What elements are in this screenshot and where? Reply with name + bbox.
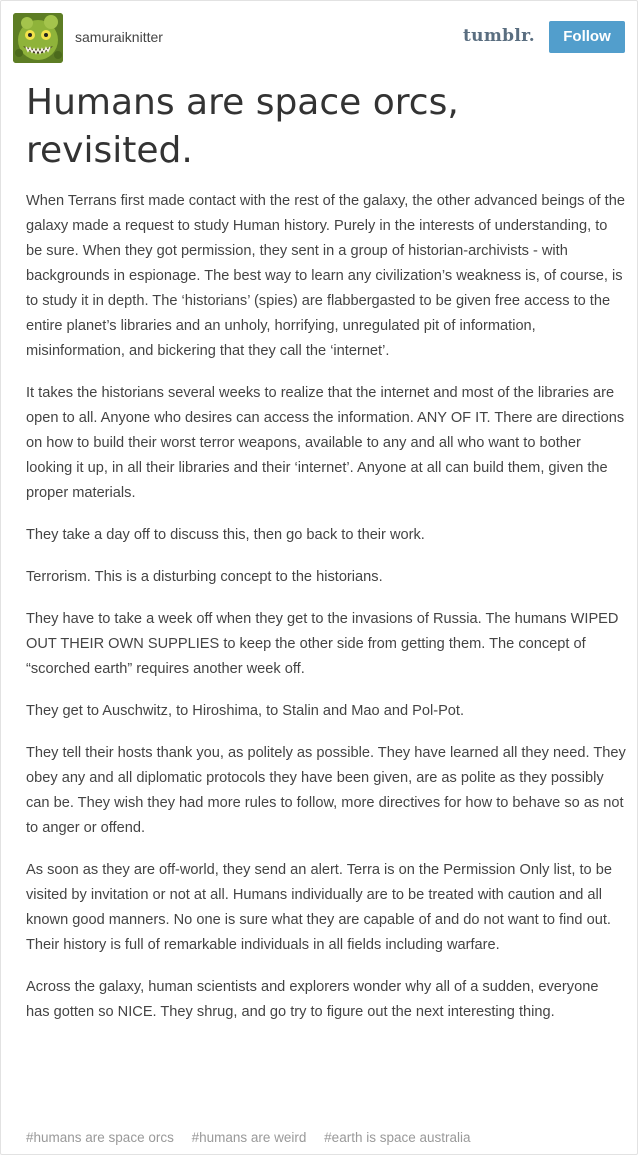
tag-link[interactable]: #humans are weird bbox=[191, 1130, 307, 1145]
post-header bbox=[13, 13, 625, 65]
post-paragraph: Terrorism. This is a disturbing concept to the historians. bbox=[26, 569, 383, 585]
post-title: Humans are space orcs, revisited. bbox=[26, 82, 459, 171]
tag-link[interactable]: #humans are space orcs bbox=[26, 1130, 174, 1145]
post-paragraph: It takes the historians several weeks to realize that the internet and most of the libraries are open to all. Anyone who desires can access the information. ANY OF IT. There are directions on how to build their worst terror weapons, available to any and all who want to bother looking it up, in all their libraries and their ‘internet’. Anyone at all can build them, given the proper materials. bbox=[26, 385, 625, 501]
post-paragraph: They take a day off to discuss this, then go back to their work. bbox=[26, 527, 425, 543]
post-body bbox=[26, 189, 626, 1042]
tumblr-logo[interactable]: tumblr. bbox=[463, 26, 535, 46]
post-tags bbox=[26, 1130, 485, 1145]
tag-link[interactable]: #earth is space australia bbox=[324, 1130, 471, 1145]
post-paragraph: As soon as they are off-world, they send an alert. Terra is on the Permission Only list, to be visited by invitation or not at all. Humans individually are to be treated with caution and all known good manners. No one is sure what they are capable of and do not want to find out. Their history is full of remarkable individuals in all fields including warfare. bbox=[26, 862, 612, 953]
username-link[interactable]: samuraiknitter bbox=[75, 29, 163, 45]
post-paragraph: They get to Auschwitz, to Hiroshima, to Stalin and Mao and Pol-Pot. bbox=[26, 703, 465, 719]
green-monster-avatar-icon[interactable] bbox=[13, 13, 63, 63]
post-paragraph: Across the galaxy, human scientists and explorers wonder why all of a sudden, everyone has gotten so NICE. They shrug, and go try to figure out the next interesting thing. bbox=[26, 979, 599, 1020]
post-paragraph: When Terrans first made contact with the rest of the galaxy, the other advanced beings of the galaxy made a request to study Human history. Purely in the interests of understanding, to be sure. When they got permission, they sent in a group of historian-archivists - with backgrounds in espionage. The best way to learn any civilization’s weakness is, of course, is to study it in depth. The ‘historians’ (spies) are flabbergasted to be given free access to the entire planet’s libraries and an unholy, horrifying, unregulated pit of information, misinformation, and bickering that they call the ‘internet’. bbox=[26, 193, 625, 359]
follow-button[interactable]: Follow bbox=[549, 21, 625, 53]
post-paragraph: They tell their hosts thank you, as politely as possible. They have learned all they need. They obey any and all diplomatic protocols they have been given, are as polite as they possibly can be. They wish they had more rules to follow, more directives for how to behave so as not to anger or offend. bbox=[26, 745, 626, 836]
post-paragraph: They have to take a week off when they get to the invasions of Russia. The humans WIPED OUT THEIR OWN SUPPLIES to keep the other side from getting them. The concept of “scorched earth” requires another week off. bbox=[26, 611, 619, 677]
